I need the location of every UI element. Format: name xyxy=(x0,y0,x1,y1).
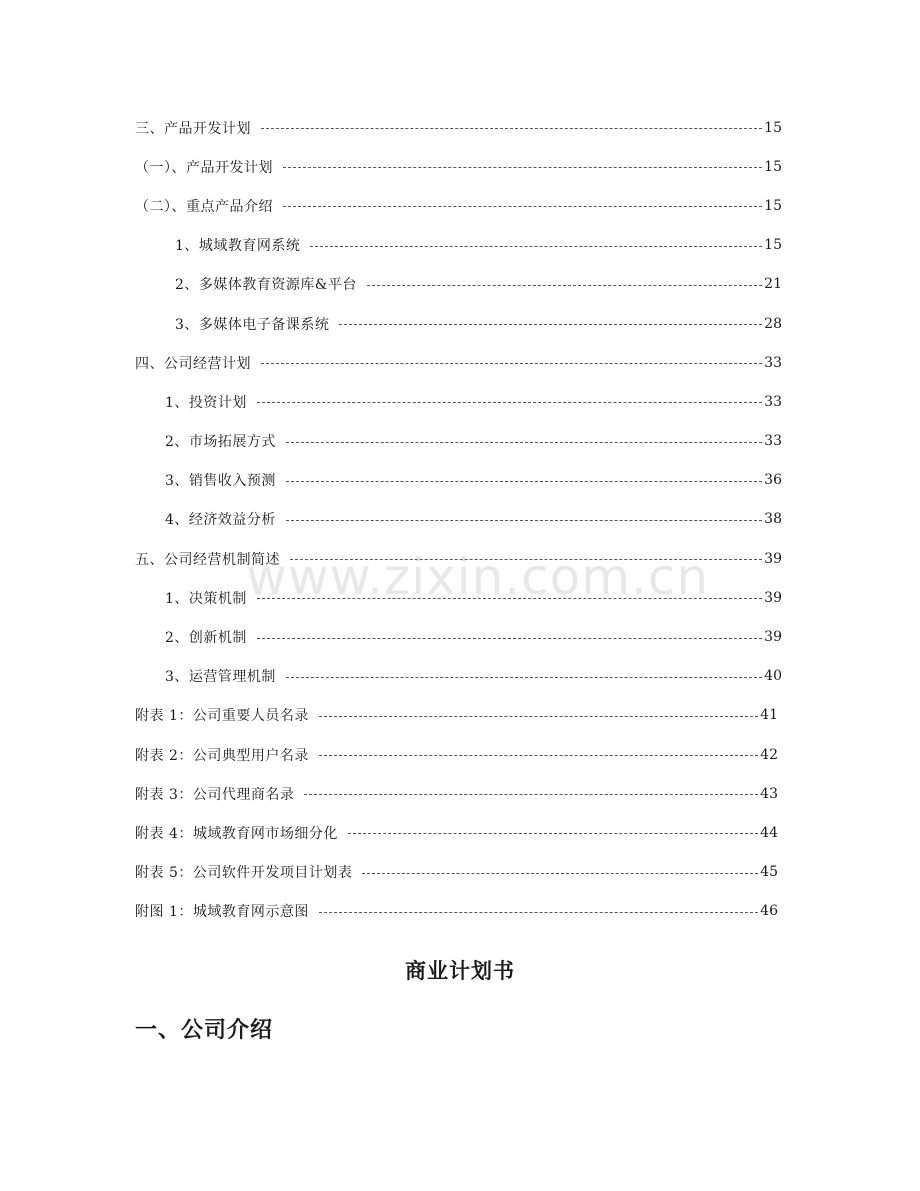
toc-entry[interactable] xyxy=(0,617,920,656)
toc-leader xyxy=(319,755,758,756)
toc-entry-label: 1、投资计划 xyxy=(165,394,247,411)
toc-entry[interactable] xyxy=(0,147,920,186)
watermark: www.zixin.com.cn xyxy=(246,548,710,606)
toc-entry[interactable] xyxy=(0,304,920,343)
toc-leader xyxy=(286,481,762,482)
toc-leader xyxy=(261,128,762,129)
toc-entry-label: 1、决策机制 xyxy=(165,590,247,607)
toc-leader xyxy=(304,794,758,795)
toc-leader xyxy=(367,285,762,286)
toc-leader xyxy=(290,559,762,560)
toc-leader xyxy=(286,520,762,521)
toc-entry-page: 39 xyxy=(764,629,782,646)
toc-entry[interactable] xyxy=(0,500,920,539)
toc-leader xyxy=(319,912,758,913)
toc-entry-page: 46 xyxy=(760,903,778,920)
toc-entry-label: 附表 1：公司重要人员名录 xyxy=(135,708,309,725)
toc-entry-page: 41 xyxy=(760,707,778,724)
toc-entry-page: 33 xyxy=(764,354,782,371)
toc-entry[interactable] xyxy=(0,382,920,421)
toc-entry[interactable] xyxy=(0,461,920,500)
toc-entry-label: 3、运营管理机制 xyxy=(165,669,276,686)
toc-entry[interactable] xyxy=(0,186,920,225)
toc-leader xyxy=(257,638,762,639)
toc-entry-page: 33 xyxy=(764,433,782,450)
toc-entry[interactable] xyxy=(0,539,920,578)
toc-entry[interactable] xyxy=(0,265,920,304)
toc-entry-label: 附表 2：公司典型用户名录 xyxy=(135,747,309,764)
toc-entry-page: 42 xyxy=(760,746,778,763)
toc-entry[interactable] xyxy=(0,578,920,617)
toc-entry-page: 33 xyxy=(764,393,782,410)
toc-entry-page: 15 xyxy=(764,237,782,254)
toc-leader xyxy=(348,833,758,834)
toc-entry[interactable] xyxy=(0,108,920,147)
toc-entry[interactable] xyxy=(0,343,920,382)
toc-entry-page: 39 xyxy=(764,550,782,567)
table-of-contents xyxy=(0,108,920,931)
toc-leader xyxy=(257,402,762,403)
toc-entry-label: 3、多媒体电子备课系统 xyxy=(175,316,330,333)
toc-entry-label: 三、产品开发计划 xyxy=(135,120,251,137)
toc-leader xyxy=(286,677,762,678)
toc-entry[interactable] xyxy=(0,422,920,461)
toc-leader xyxy=(283,206,762,207)
toc-entry-label: （一）、产品开发计划 xyxy=(135,159,273,176)
toc-entry-label: 附图 1：城域教育网示意图 xyxy=(135,904,309,921)
toc-entry-page: 38 xyxy=(764,511,782,528)
toc-entry-label: 2、多媒体教育资源库&平台 xyxy=(175,277,357,294)
toc-entry-page: 36 xyxy=(764,472,782,489)
toc-entry[interactable] xyxy=(0,226,920,265)
toc-entry-page: 45 xyxy=(760,864,778,881)
toc-leader xyxy=(339,324,762,325)
section-heading: 一、公司介绍 xyxy=(135,1018,274,1043)
toc-entry-page: 21 xyxy=(764,276,782,293)
toc-entry-label: 五、公司经营机制简述 xyxy=(135,551,280,568)
toc-entry-page: 44 xyxy=(760,824,778,841)
toc-entry[interactable] xyxy=(0,657,920,696)
document-title: 商业计划书 xyxy=(405,958,515,983)
toc-entry-page: 15 xyxy=(764,119,782,136)
toc-entry-page: 40 xyxy=(764,668,782,685)
toc-entry-label: 4、经济效益分析 xyxy=(165,512,276,529)
toc-entry-label: 附表 3：公司代理商名录 xyxy=(135,786,295,803)
toc-entry[interactable] xyxy=(0,774,920,813)
toc-entry-label: 2、创新机制 xyxy=(165,630,247,647)
toc-leader xyxy=(261,363,762,364)
toc-entry-label: （二）、重点产品介绍 xyxy=(135,198,273,215)
toc-leader xyxy=(310,246,762,247)
toc-entry[interactable] xyxy=(0,892,920,931)
toc-leader xyxy=(283,167,762,168)
toc-entry-label: 附表 4：城域教育网市场细分化 xyxy=(135,825,338,842)
toc-entry-label: 1、城域教育网系统 xyxy=(175,238,301,255)
toc-leader xyxy=(362,873,758,874)
toc-entry-page: 15 xyxy=(764,158,782,175)
toc-entry-page: 15 xyxy=(764,197,782,214)
toc-entry-page: 43 xyxy=(760,785,778,802)
toc-entry-label: 3、销售收入预测 xyxy=(165,473,276,490)
toc-entry-page: 28 xyxy=(764,315,782,332)
toc-entry-label: 2、市场拓展方式 xyxy=(165,434,276,451)
toc-entry-label: 附表 5：公司软件开发项目计划表 xyxy=(135,865,353,882)
toc-entry[interactable] xyxy=(0,735,920,774)
toc-entry[interactable] xyxy=(0,813,920,852)
toc-entry[interactable] xyxy=(0,853,920,892)
toc-leader xyxy=(319,716,758,717)
toc-entry-page: 39 xyxy=(764,589,782,606)
toc-leader xyxy=(286,442,762,443)
toc-entry-label: 四、公司经营计划 xyxy=(135,355,251,372)
toc-entry[interactable] xyxy=(0,696,920,735)
toc-leader xyxy=(257,598,762,599)
